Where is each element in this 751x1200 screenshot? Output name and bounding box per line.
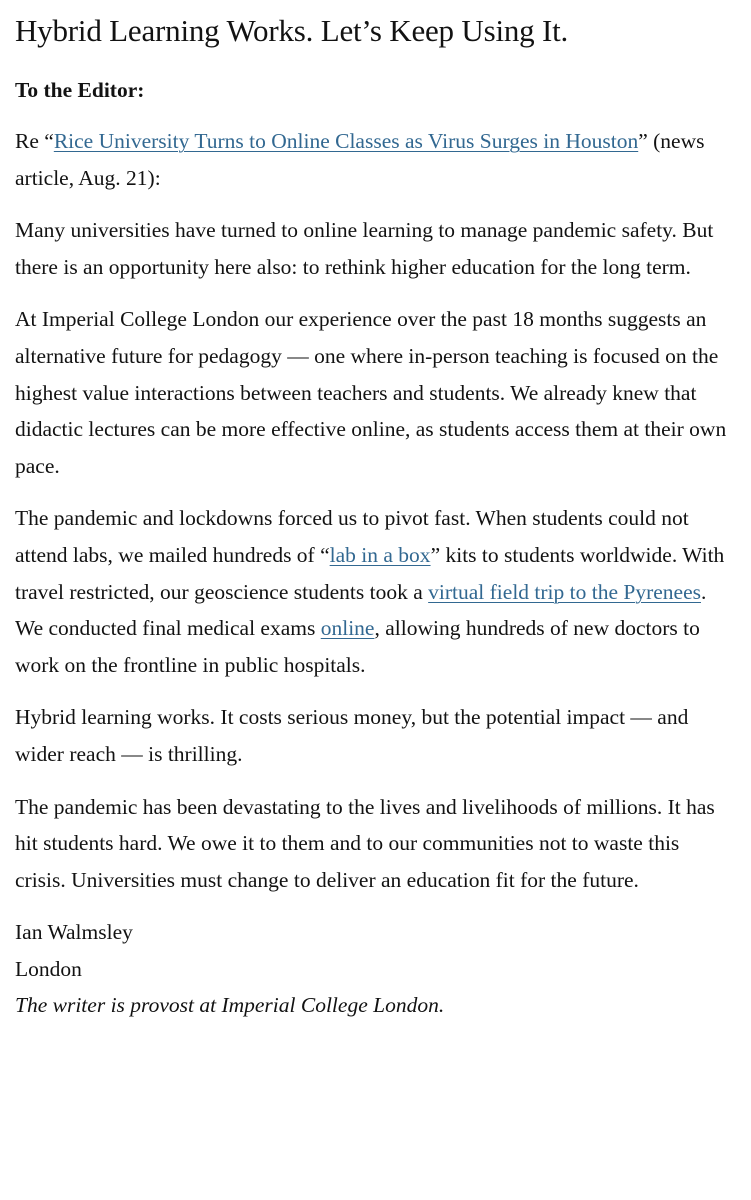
body-paragraph-5: The pandemic has been devastating to the lives and livelihoods of millions. It has hit students hard. We owe it to them and to our communities not to waste this crisis. Universities must change to deliver an education fit for the future. xyxy=(15,794,715,892)
letter-headline: Hybrid Learning Works. Let’s Keep Using It. xyxy=(15,13,569,48)
intro-prefix: Re “ xyxy=(15,129,54,153)
rice-article-link[interactable]: Rice University Turns to Online Classes as Virus Surges in Houston xyxy=(53,129,639,153)
lab-in-a-box-link[interactable]: lab in a box xyxy=(329,542,431,567)
body-paragraph-2: At Imperial College London our experience over the past 18 months suggests an alternative future for pedagogy — one where in-person teaching is focused on the highest value interactions between teachers and students. We already knew that didactic lectures can be more effective online, as students access them at their own pace. xyxy=(15,307,727,478)
virtual-field-trip-link[interactable]: virtual field trip to the Pyrenees xyxy=(428,579,701,604)
para3-text-4: , allowing hundreds of new doctors to work on the frontline in public hospitals. xyxy=(15,616,700,677)
author-role: The writer is provost at Imperial College London. xyxy=(15,993,445,1018)
salutation: To the Editor: xyxy=(15,78,145,102)
author-name: Ian Walmsley xyxy=(15,920,133,945)
intro-paragraph xyxy=(15,123,733,196)
para3-text-3: . We conducted final medical exams xyxy=(15,579,707,641)
intro-suffix: ” (news article, Aug. 21): xyxy=(15,129,705,190)
body-paragraph-3 xyxy=(15,500,733,683)
signature-block xyxy=(15,914,733,1023)
author-location: London xyxy=(15,956,82,981)
para3-text-2: ” kits to students worldwide. With travel restricted, our geoscience students took a xyxy=(15,542,725,604)
body-paragraph-1: Many universities have turned to online learning to manage pandemic safety. But there is an opportunity here also: to rethink higher education for the long term. xyxy=(15,218,714,279)
body-paragraph-4: Hybrid learning works. It costs serious money, but the potential impact — and wider reach — is thrilling. xyxy=(15,705,689,766)
online-exams-link[interactable]: online xyxy=(320,616,375,641)
para3-text-1: The pandemic and lockdowns forced us to pivot fast. When students could not attend labs, we mailed hundreds of “ xyxy=(15,506,689,567)
